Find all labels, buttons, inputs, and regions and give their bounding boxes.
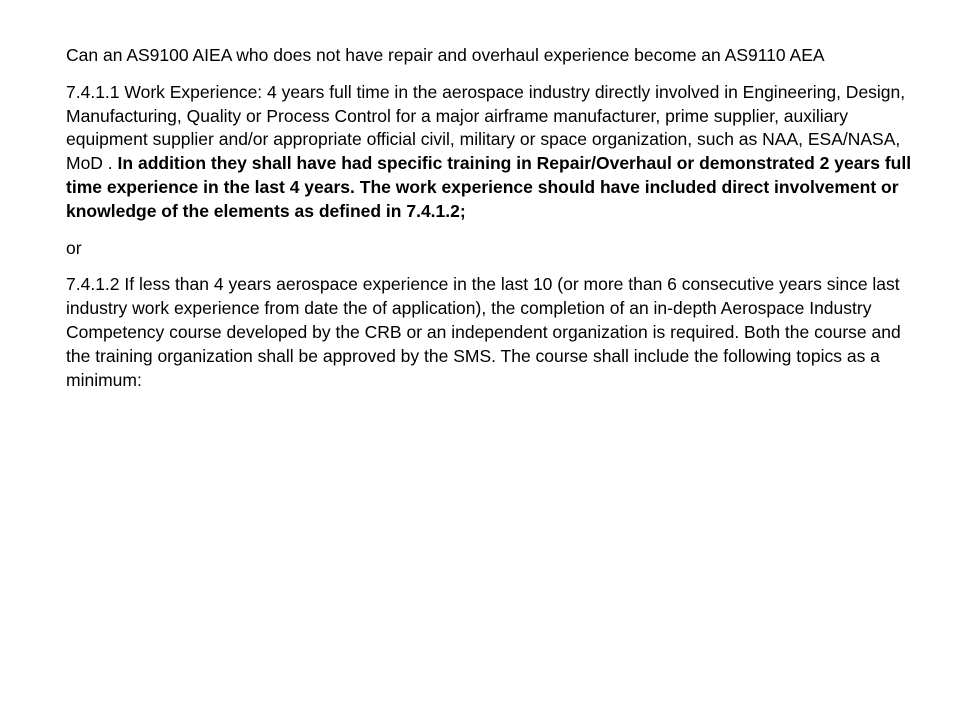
slide-content: [66, 44, 926, 405]
clause-7-4-1-1: [66, 81, 926, 224]
clause-7-4-1-1-plain: 7.4.1.1 Work Experience: 4 years full time in the aerospace industry directly involved in Engineering, Design, Manufacturing, Quality or Process Control for a major airframe manufacturer, prime supplier, auxiliary equipment supplier and/or appropriate official civil, military or space organization, such as NAA, ESA/NASA, MoD .: [66, 81, 906, 174]
clause-7-4-1-1-bold: In addition they shall have had specific training in Repair/Overhaul or demonstrated 2 years full time experience in the last 4 years. The work experience should have included direct involvement or knowledge of the elements as defined in 7.4.1.2;: [66, 153, 912, 221]
question-text: Can an AS9100 AIEA who does not have repair and overhaul experience become an AS9110 AEA: [66, 45, 825, 65]
clause-7-4-1-2: 7.4.1.2 If less than 4 years aerospace experience in the last 10 (or more than 6 consecutive years since last industry work experience from date the of application), the completion of an in-depth Aerospace Industry Competency course developed by the CRB or an independent organization is required. Both the course and the training organization shall be approved by the SMS. The course shall include the following topics as a minimum:: [66, 274, 901, 390]
separator-or: or: [66, 237, 82, 258]
